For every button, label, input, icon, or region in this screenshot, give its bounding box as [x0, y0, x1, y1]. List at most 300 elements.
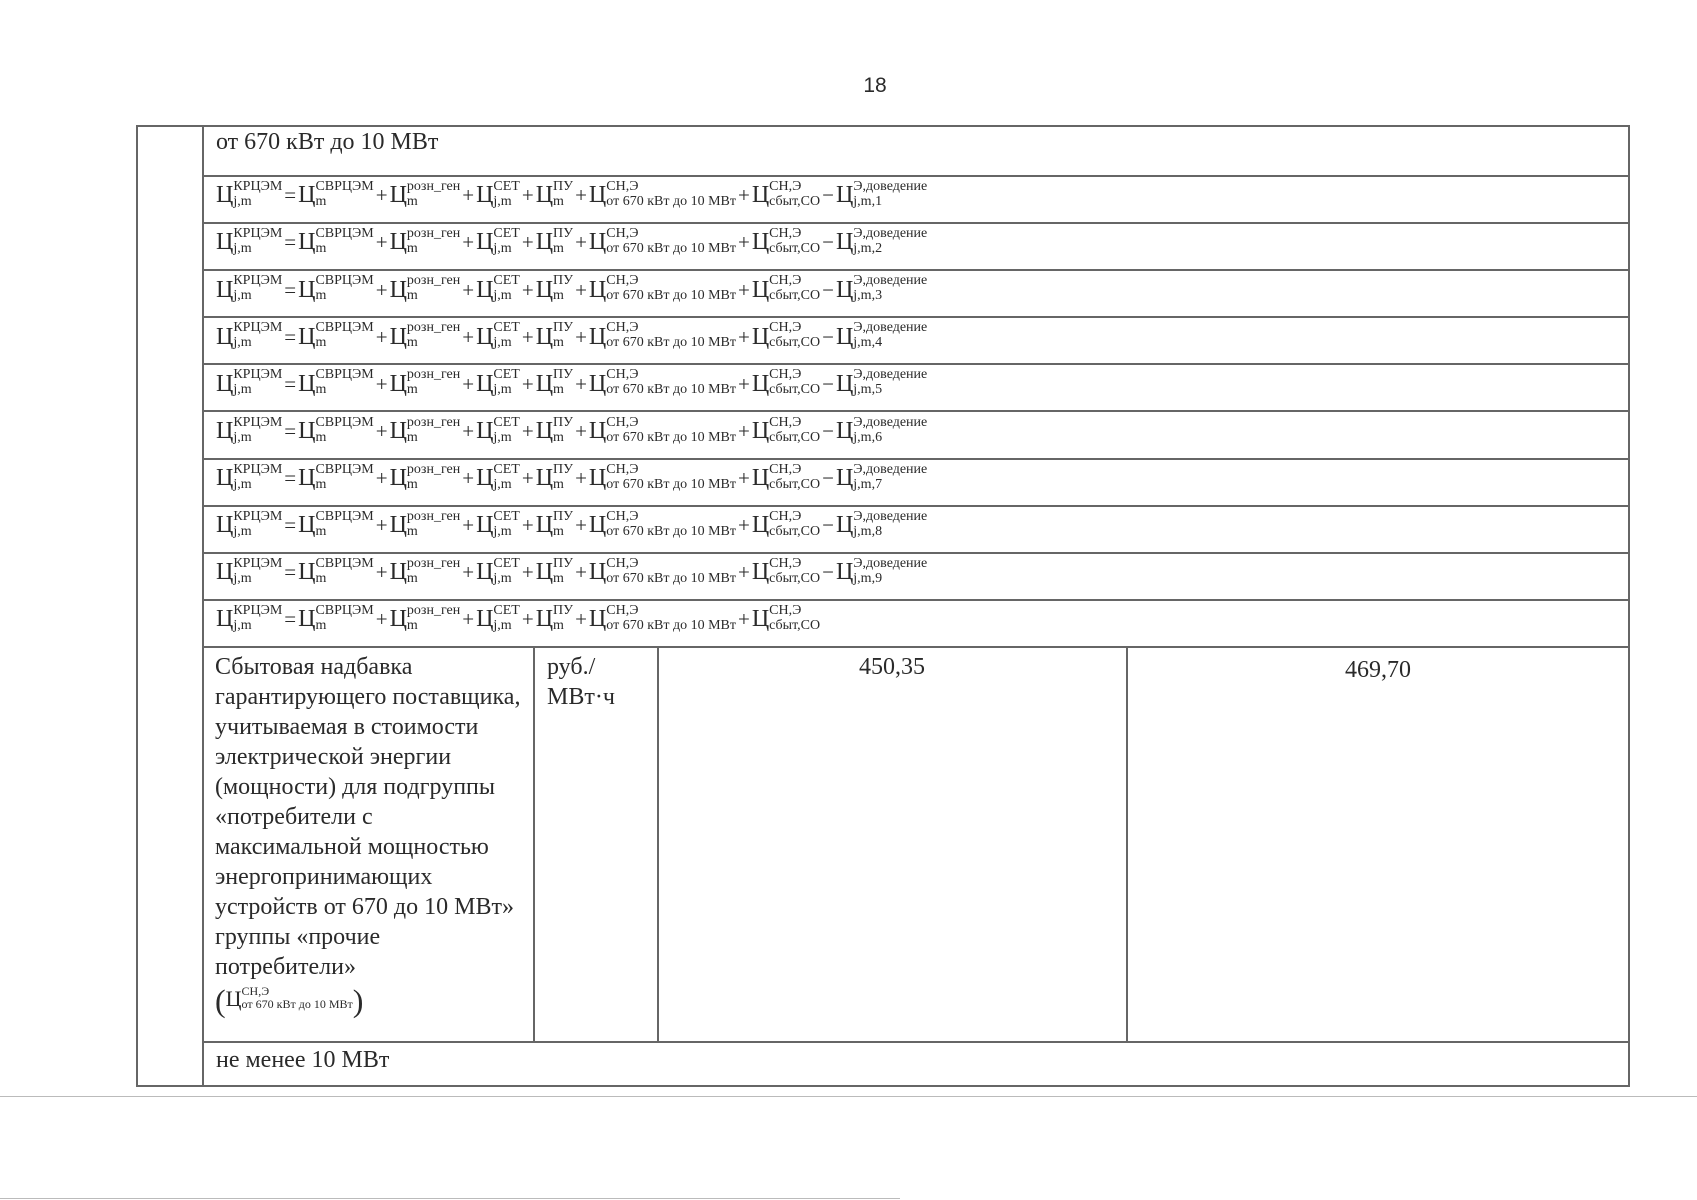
superscript: СЕТ	[493, 179, 520, 194]
formula	[203, 554, 1630, 589]
superscript: Э,доведение	[853, 320, 928, 336]
superscript: СН,Э	[769, 320, 802, 336]
term-set	[476, 179, 520, 209]
section-bottom-row	[203, 1043, 1630, 1087]
superscript: Э,доведение	[853, 461, 928, 477]
superscript: СН,Э	[769, 555, 802, 571]
price-symbol: Ц	[751, 370, 770, 397]
divider-value1-value2	[1126, 648, 1128, 1043]
subscript: m	[406, 194, 418, 209]
description-line: потребители»	[215, 954, 356, 980]
formula-row	[203, 601, 1630, 648]
scan-artifact-line	[0, 1096, 1697, 1097]
subscript: j,m	[233, 429, 252, 445]
price-symbol: Ц	[535, 323, 554, 350]
subscript: j,m	[493, 476, 512, 492]
price-symbol: Ц	[835, 182, 854, 209]
subscript: j,m	[233, 617, 252, 633]
formula	[203, 318, 1630, 353]
operator: +	[375, 560, 388, 585]
superscript: ПУ	[553, 508, 574, 524]
superscript: розн_ген	[406, 320, 461, 336]
superscript: КРЦЭМ	[233, 320, 283, 336]
operator: −	[822, 513, 834, 537]
term-sn-range	[588, 508, 736, 539]
operator: =	[284, 230, 297, 255]
price-symbol: Ц	[835, 464, 854, 491]
subscript: сбыт,СО	[769, 382, 821, 398]
price-symbol: Ц	[588, 606, 607, 633]
price-symbol: Ц	[835, 276, 854, 303]
superscript: СН,Э	[606, 508, 639, 524]
superscript: СЕТ	[493, 461, 520, 477]
term-sbyt-so	[751, 508, 821, 539]
price-symbol: Ц	[588, 417, 607, 444]
formula-row	[203, 413, 1630, 460]
price-symbol: Ц	[389, 276, 407, 303]
operator: +	[737, 183, 750, 208]
operator: +	[521, 277, 534, 302]
operator: +	[462, 607, 475, 632]
superscript: ПУ	[553, 602, 574, 618]
subscript: m	[315, 476, 327, 492]
term-sn-range	[588, 179, 736, 209]
operator: +	[462, 465, 475, 490]
term-sn-range	[588, 555, 736, 586]
term-sbyt-so	[751, 367, 821, 398]
term-lhs	[216, 414, 283, 445]
subscript: от 670 кВт до 10 МВт	[606, 241, 736, 257]
superscript: розн_ген	[406, 602, 461, 618]
formula-row	[203, 177, 1630, 224]
price-symbol: Ц	[216, 464, 234, 491]
term-pu	[535, 555, 574, 586]
price-symbol: Ц	[389, 417, 407, 444]
term-svrcem	[298, 320, 374, 351]
term-svrcem	[298, 414, 374, 445]
term-lhs	[216, 508, 283, 539]
superscript: ПУ	[553, 461, 574, 477]
unit-line2: МВт·ч	[547, 684, 615, 710]
term-pu	[535, 226, 574, 257]
term-svrcem	[298, 273, 374, 304]
subscript: сбыт,СО	[769, 570, 821, 586]
formula	[203, 601, 1630, 636]
superscript: СН,Э	[769, 508, 802, 524]
operator: −	[822, 183, 834, 208]
operator: +	[462, 183, 475, 208]
term-sbyt-so	[751, 414, 821, 445]
superscript: Э,доведение	[853, 367, 928, 383]
term-set	[476, 602, 520, 633]
operator: +	[462, 371, 475, 396]
formula-row	[203, 224, 1630, 271]
superscript: КРЦЭМ	[233, 555, 283, 571]
price-symbol: Ц	[535, 512, 554, 538]
description-line: Сбытовая надбавка	[215, 654, 413, 680]
superscript: СЕТ	[493, 273, 520, 289]
description-line: группы «прочие	[215, 924, 381, 950]
operator: +	[737, 418, 750, 443]
markup-value-1: 450,35	[859, 654, 925, 680]
subscript: m	[406, 570, 418, 586]
term-rozn-gen	[389, 555, 461, 586]
price-symbol: Ц	[588, 464, 607, 491]
term-pu	[535, 414, 574, 445]
term-rozn-gen	[389, 602, 461, 633]
operator: =	[284, 277, 297, 302]
price-symbol: Ц	[298, 370, 316, 397]
operator: +	[737, 371, 750, 396]
term-rozn-gen	[389, 179, 461, 209]
subscript: m	[315, 570, 327, 586]
price-symbol: Ц	[216, 182, 234, 209]
price-symbol: Ц	[835, 417, 854, 444]
superscript: КРЦЭМ	[233, 179, 283, 194]
price-symbol: Ц	[476, 417, 494, 444]
subscript: j,m	[493, 523, 512, 539]
price-symbol: Ц	[389, 559, 407, 586]
superscript: СН,Э	[606, 414, 639, 430]
term-svrcem	[298, 179, 374, 209]
price-symbol: Ц	[751, 182, 770, 209]
price-symbol: Ц	[588, 559, 607, 586]
operator: +	[375, 371, 388, 396]
subscript: j,m,5	[853, 382, 883, 398]
price-symbol: Ц	[216, 606, 234, 633]
price-symbol: Ц	[835, 229, 854, 256]
operator: +	[521, 513, 534, 537]
subscript: j,m,8	[853, 523, 883, 539]
price-symbol: Ц	[216, 323, 234, 350]
term-sn-range	[588, 602, 736, 633]
price-symbol: Ц	[216, 417, 234, 444]
subscript: m	[553, 288, 564, 304]
superscript: КРЦЭМ	[233, 226, 283, 242]
description-line: гарантирующего поставщика,	[215, 684, 521, 710]
formula	[203, 507, 1630, 542]
operator: +	[375, 324, 388, 349]
superscript: КРЦЭМ	[233, 414, 283, 430]
superscript: СЕТ	[493, 226, 520, 242]
subscript: m	[553, 523, 564, 539]
subscript: от 670 кВт до 10 МВт	[606, 382, 736, 398]
operator: +	[375, 230, 388, 255]
superscript: ПУ	[553, 320, 574, 336]
markup-description	[203, 652, 534, 1040]
subscript: j,m	[493, 429, 512, 445]
subscript: сбыт,СО	[769, 241, 821, 257]
term-rozn-gen	[389, 320, 461, 351]
price-symbol: Ц	[751, 559, 770, 586]
formula-row	[203, 318, 1630, 365]
section-label-top: от 670 кВт до 10 МВт	[216, 129, 439, 155]
subscript: m	[406, 288, 418, 304]
term-lhs	[216, 179, 283, 209]
term-sbyt-so	[751, 179, 821, 209]
term-lhs	[216, 367, 283, 398]
price-symbol: Ц	[476, 323, 494, 350]
subscript: m	[315, 335, 327, 351]
price-symbol: Ц	[535, 370, 554, 397]
price-symbol: Ц	[476, 182, 494, 209]
superscript: СВРЦЭМ	[315, 367, 374, 383]
subscript: m	[315, 429, 327, 445]
price-symbol: Ц	[476, 370, 494, 397]
price-symbol: Ц	[298, 606, 316, 633]
subscript: j,m,9	[853, 570, 883, 586]
formula	[203, 460, 1630, 495]
superscript: Э,доведение	[853, 508, 928, 524]
page-number: 18	[863, 74, 887, 97]
operator: +	[575, 513, 587, 537]
operator: +	[462, 513, 475, 537]
subscript: сбыт,СО	[769, 194, 821, 209]
subscript: от 670 кВт до 10 МВт	[606, 429, 736, 445]
term-dovedenie	[835, 461, 928, 492]
operator: +	[462, 277, 475, 302]
term-sbyt-so	[751, 226, 821, 257]
operator: +	[737, 465, 750, 490]
term-sn-range	[588, 320, 736, 351]
subscript: сбыт,СО	[769, 429, 821, 445]
term-pu	[535, 508, 574, 539]
term-sn-range	[588, 367, 736, 398]
term-set	[476, 414, 520, 445]
superscript: СВРЦЭМ	[315, 414, 374, 430]
term-sn-range	[588, 226, 736, 257]
operator: +	[575, 607, 587, 632]
term-lhs	[216, 602, 283, 633]
price-symbol: Ц	[751, 512, 770, 538]
price-symbol: Ц	[535, 417, 554, 444]
term-dovedenie	[835, 179, 928, 209]
superscript: ПУ	[553, 555, 574, 571]
subscript: j,m	[493, 241, 512, 257]
term-sbyt-so	[751, 555, 821, 586]
term-lhs	[216, 555, 283, 586]
formula-row	[203, 507, 1630, 554]
operator: +	[375, 607, 388, 632]
price-symbol: Ц	[751, 606, 770, 633]
operator: +	[575, 324, 587, 349]
superscript: ПУ	[553, 179, 574, 194]
section-label-bottom: не менее 10 МВт	[216, 1047, 390, 1073]
price-symbol: Ц	[389, 229, 407, 256]
subscript: m	[315, 288, 327, 304]
subscript: от 670 кВт до 10 МВт	[606, 288, 736, 304]
term-rozn-gen	[389, 226, 461, 257]
price-symbol: Ц	[835, 512, 854, 538]
term-lhs	[216, 226, 283, 257]
subscript: j,m	[493, 288, 512, 304]
formula-row	[203, 365, 1630, 412]
term-svrcem	[298, 555, 374, 586]
superscript: КРЦЭМ	[233, 367, 283, 383]
price-symbol: Ц	[588, 323, 607, 350]
price-symbol: Ц	[216, 276, 234, 303]
subscript: сбыт,СО	[769, 523, 821, 539]
formula	[203, 413, 1630, 448]
formula	[203, 224, 1630, 259]
term-sn-range	[588, 461, 736, 492]
subscript: m	[315, 617, 327, 633]
subscript: m	[553, 335, 564, 351]
subscript: от 670 кВт до 10 МВт	[606, 335, 736, 351]
price-symbol: Ц	[298, 229, 316, 256]
operator: +	[375, 277, 388, 302]
superscript: розн_ген	[406, 461, 461, 477]
formula	[203, 177, 1630, 212]
price-symbol: Ц	[476, 276, 494, 303]
description-line: энергопринимающих	[215, 864, 433, 890]
price-symbol: Ц	[216, 370, 234, 397]
subscript: j,m	[493, 382, 512, 398]
divider-unit-value1	[657, 648, 659, 1043]
superscript: СН,Э	[769, 461, 802, 477]
operator: +	[462, 230, 475, 255]
formula	[203, 365, 1630, 400]
subscript: j,m,7	[853, 476, 883, 492]
subscript: от 670 кВт до 10 МВт	[606, 476, 736, 492]
operator: −	[822, 560, 834, 585]
description-line: устройств от 670 до 10 МВт»	[215, 894, 514, 920]
price-symbol: Ц	[835, 559, 854, 586]
subscript: m	[406, 476, 418, 492]
operator: +	[521, 418, 534, 443]
subscript: j,m	[233, 382, 252, 398]
operator: =	[284, 513, 297, 537]
superscript: СН,Э	[769, 367, 802, 383]
price-symbol: Ц	[216, 559, 234, 586]
subscript: j,m,6	[853, 429, 883, 445]
subscript: m	[553, 382, 564, 398]
subscript: от 670 кВт до 10 МВт	[606, 617, 736, 633]
price-symbol: Ц	[389, 464, 407, 491]
operator: +	[575, 371, 587, 396]
superscript: СН,Э	[606, 602, 639, 618]
term-set	[476, 555, 520, 586]
superscript: Э,доведение	[853, 226, 928, 242]
term-dovedenie	[835, 508, 928, 539]
superscript: СЕТ	[493, 367, 520, 383]
operator: +	[575, 183, 587, 208]
subscript: сбыт,СО	[769, 476, 821, 492]
price-symbol: Ц	[535, 276, 554, 303]
price-symbol: Ц	[588, 276, 607, 303]
subscript: j,m	[233, 288, 252, 304]
subscript: j,m,3	[853, 288, 883, 304]
operator: =	[284, 324, 297, 349]
term-svrcem	[298, 602, 374, 633]
superscript: розн_ген	[406, 179, 461, 194]
markup-unit	[535, 652, 657, 712]
term-sbyt-so	[751, 602, 821, 633]
price-symbol: Ц	[476, 512, 494, 538]
price-symbol: Ц	[835, 323, 854, 350]
term-svrcem	[298, 226, 374, 257]
term-pu	[535, 461, 574, 492]
subscript: m	[553, 429, 564, 445]
term-set	[476, 273, 520, 304]
table-left-column	[136, 125, 204, 1087]
term-set	[476, 226, 520, 257]
subscript: m	[315, 523, 327, 539]
operator: +	[521, 560, 534, 585]
price-symbol: Ц	[298, 323, 316, 350]
term-rozn-gen	[389, 414, 461, 445]
superscript: СН,Э	[606, 226, 639, 242]
term-sbyt-so	[751, 461, 821, 492]
operator: +	[521, 324, 534, 349]
price-symbol: Ц	[751, 464, 770, 491]
operator: −	[822, 371, 834, 396]
superscript: ПУ	[553, 226, 574, 242]
price-symbol: Ц	[751, 417, 770, 444]
markup-symbol: (Ц СН,Э от 670 кВт до 10 МВт )	[215, 982, 364, 1019]
price-symbol: Ц	[535, 464, 554, 491]
operator: +	[737, 230, 750, 255]
operator: +	[521, 230, 534, 255]
term-rozn-gen	[389, 508, 461, 539]
price-symbol: Ц	[389, 606, 407, 633]
superscript: СВРЦЭМ	[315, 602, 374, 618]
operator: +	[737, 607, 750, 632]
operator: +	[737, 513, 750, 537]
price-symbol: Ц	[389, 182, 407, 209]
term-rozn-gen	[389, 367, 461, 398]
scan-artifact-line	[0, 1198, 900, 1199]
subscript: j,m	[233, 335, 252, 351]
term-set	[476, 508, 520, 539]
price-symbol: Ц	[389, 323, 407, 350]
operator: −	[822, 418, 834, 443]
subscript: j,m,4	[853, 335, 883, 351]
superscript: розн_ген	[406, 367, 461, 383]
superscript: СВРЦЭМ	[315, 179, 374, 194]
term-lhs	[216, 461, 283, 492]
subscript: j,m	[493, 570, 512, 586]
term-sn-range	[588, 273, 736, 304]
price-symbol: Ц	[298, 512, 316, 538]
superscript: СЕТ	[493, 602, 520, 618]
term-rozn-gen	[389, 273, 461, 304]
superscript: СН,Э	[606, 320, 639, 336]
operator: +	[575, 560, 587, 585]
subscript: m	[315, 382, 327, 398]
formula-row	[203, 460, 1630, 507]
superscript: СН,Э	[606, 273, 639, 289]
price-symbol: Ц	[298, 464, 316, 491]
operator: +	[575, 418, 587, 443]
term-set	[476, 320, 520, 351]
price-symbol: Ц	[389, 512, 407, 538]
superscript: СН,Э	[606, 367, 639, 383]
subscript: m	[406, 429, 418, 445]
superscript: СН,Э	[606, 555, 639, 571]
superscript: розн_ген	[406, 414, 461, 430]
term-pu	[535, 273, 574, 304]
operator: =	[284, 465, 297, 490]
operator: −	[822, 277, 834, 302]
term-sn-range	[588, 414, 736, 445]
formula	[203, 271, 1630, 306]
description-line: учитываемая в стоимости	[215, 714, 479, 740]
superscript: СВРЦЭМ	[315, 320, 374, 336]
subscript: m	[406, 523, 418, 539]
price-symbol: Ц	[476, 606, 494, 633]
subscript: m	[406, 617, 418, 633]
